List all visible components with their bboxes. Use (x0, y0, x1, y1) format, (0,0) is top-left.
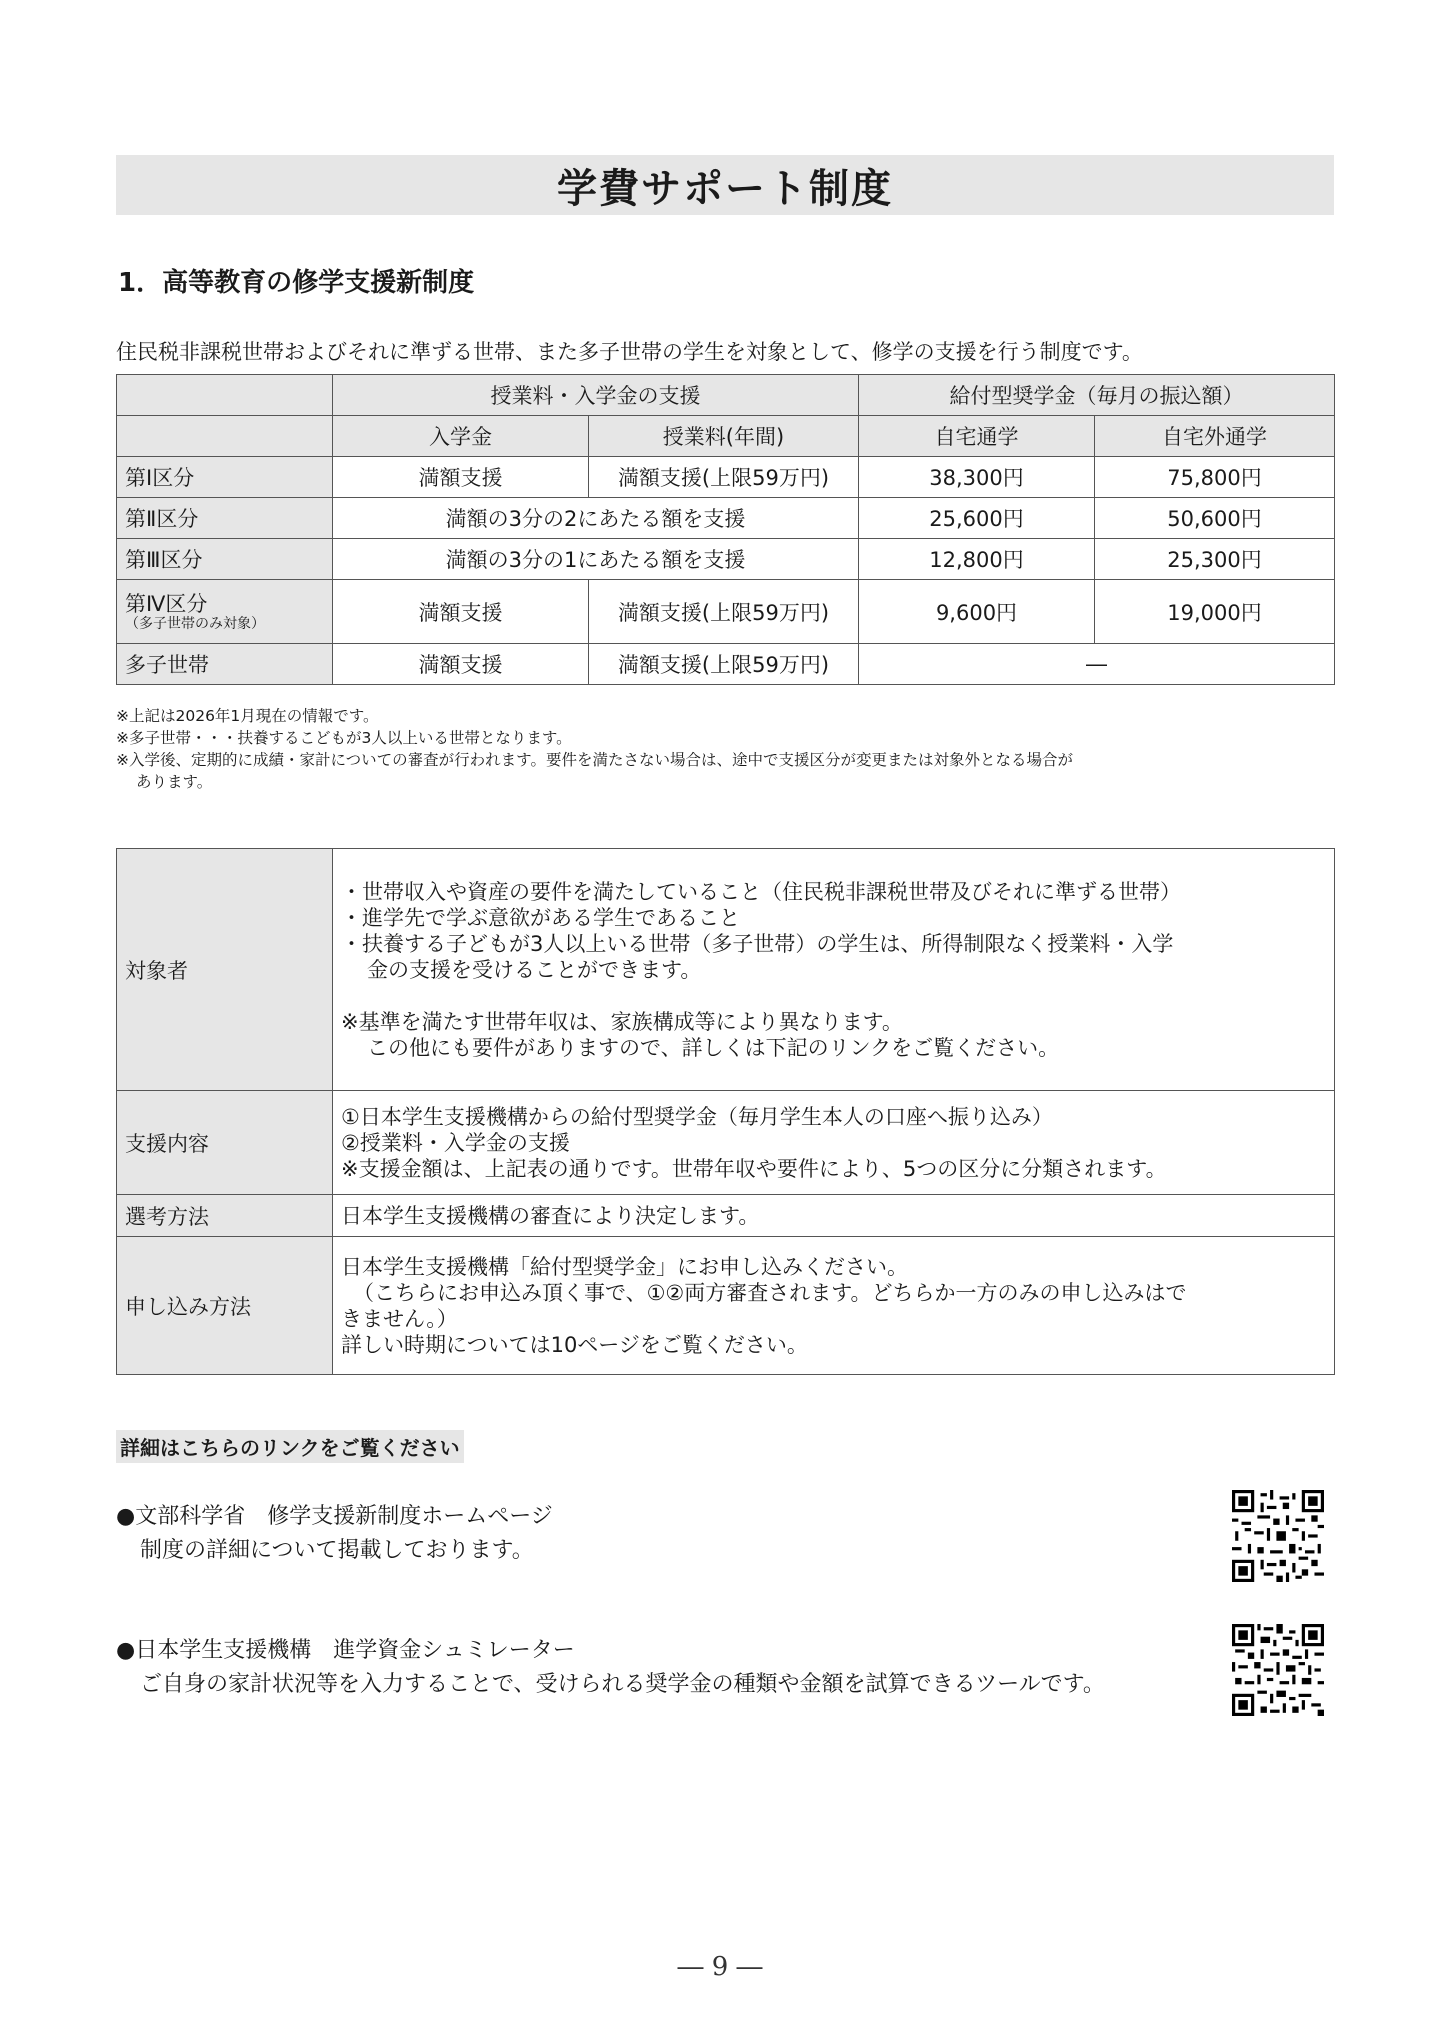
row-label: 第Ⅲ区分 (117, 539, 333, 580)
header-tuition-entrance: 授業料・入学金の支援 (333, 375, 859, 416)
detail-line: 日本学生支援機構の審査により決定します。 (341, 1203, 760, 1228)
link-title[interactable]: ●日本学生支援機構 進学資金シュミレーター (116, 1638, 575, 1663)
header-entrance-fee: 入学金 (333, 416, 589, 457)
section-heading: 1．高等教育の修学支援新制度 (118, 268, 475, 298)
combined-support-cell: 満額の3分の2にあたる額を支援 (333, 498, 859, 539)
link-item-jasso[interactable] (116, 1634, 1105, 1702)
qr-code-icon[interactable] (1232, 1624, 1324, 1716)
row-label: 第Ⅰ区分 (117, 457, 333, 498)
page-title: 学費サポート制度 (557, 165, 893, 212)
home-amount-cell: 25,600円 (859, 498, 1095, 539)
title-band (116, 155, 1334, 215)
detail-line: この他にも要件がありますので、詳しくは下記のリンクをご覧ください。 (367, 1035, 1060, 1060)
link-title[interactable]: ●文部科学省 修学支援新制度ホームページ (116, 1504, 553, 1529)
header-scholarship: 給付型奨学金（毎月の振込額） (859, 375, 1335, 416)
row-sublabel: （多子世帯のみ対象） (125, 615, 265, 632)
note-line: ※入学後、定期的に成績・家計についての審査が行われます。要件を満たさない場合は、途中で支援区分が変更または対象外となる場合が (116, 751, 1073, 769)
table-row (117, 580, 1335, 644)
note-line: ※多子世帯・・・扶養するこどもが3人以上いる世帯となります。 (116, 729, 572, 747)
detail-line: （こちらにお申込み頂く事で、①②両方審査されます。どちらか一方のみの申し込みはで (353, 1280, 1187, 1305)
away-amount-cell: 75,800円 (1095, 457, 1335, 498)
row-label: 第Ⅳ区分 (125, 591, 208, 616)
detail-row-eligibility (117, 849, 1335, 1091)
away-amount-cell: 19,000円 (1095, 580, 1335, 644)
detail-line: ※基準を満たす世帯年収は、家族構成等により異なります。 (341, 1009, 903, 1034)
links-heading: 詳細はこちらのリンクをご覧ください (116, 1430, 464, 1463)
home-amount-cell: 9,600円 (859, 580, 1095, 644)
spacer (341, 983, 1326, 1009)
intro-text: 住民税非課税世帯およびそれに準ずる世帯、また多子世帯の学生を対象として、修学の支援を行う制度です。 (116, 340, 1143, 364)
link-description: ご自身の家計状況等を入力することで、受けられる奨学金の種類や金額を試算できるツールです。 (140, 1672, 1105, 1697)
detail-line: ②授業料・入学金の支援 (341, 1130, 570, 1155)
detail-key: 選考方法 (117, 1195, 333, 1237)
tuition-cell: 満額支援(上限59万円) (589, 644, 859, 685)
row-label: 多子世帯 (117, 644, 333, 685)
home-amount-cell: 38,300円 (859, 457, 1095, 498)
detail-value (333, 1237, 1335, 1375)
qr-code-icon[interactable] (1232, 1490, 1324, 1582)
note-line: ※上記は2026年1月現在の情報です。 (116, 707, 379, 725)
table-row (117, 539, 1335, 580)
detail-value (333, 849, 1335, 1091)
note-line: あります。 (136, 773, 213, 791)
header-away-commute: 自宅外通学 (1095, 416, 1335, 457)
header-home-commute: 自宅通学 (859, 416, 1095, 457)
detail-value (333, 1195, 1335, 1237)
link-description: 制度の詳細について掲載しております。 (140, 1538, 534, 1563)
link-item-mext[interactable] (116, 1500, 553, 1568)
entrance-cell: 満額支援 (333, 457, 589, 498)
header-annual-tuition: 授業料(年間) (589, 416, 859, 457)
notes (116, 705, 1073, 793)
fee-table-sub-header-row (117, 416, 1335, 457)
row-label: 第Ⅱ区分 (117, 498, 333, 539)
fee-table-group-header-row (117, 375, 1335, 416)
row-label-cell (117, 580, 333, 644)
table-row (117, 644, 1335, 685)
detail-line: ①日本学生支援機構からの給付型奨学金（毎月学生本人の口座へ振り込み） (341, 1104, 1053, 1129)
header-blank-cell (117, 416, 333, 457)
entrance-cell: 満額支援 (333, 644, 589, 685)
home-amount-cell: 12,800円 (859, 539, 1095, 580)
detail-row-selection (117, 1195, 1335, 1237)
detail-line: ※支援金額は、上記表の通りです。世帯年収や要件により、5つの区分に分類されます。 (341, 1156, 1167, 1181)
detail-row-support (117, 1091, 1335, 1195)
page-number: ― 9 ― (677, 1952, 763, 1982)
detail-key: 申し込み方法 (117, 1237, 333, 1375)
detail-row-application (117, 1237, 1335, 1375)
detail-key: 支援内容 (117, 1091, 333, 1195)
detail-line: 日本学生支援機構「給付型奨学金」にお申し込みください。 (341, 1254, 908, 1279)
table-row (117, 498, 1335, 539)
table-row (117, 457, 1335, 498)
fee-table (116, 374, 1335, 685)
detail-value (333, 1091, 1335, 1195)
detail-line: ・世帯収入や資産の要件を満たしていること（住民税非課税世帯及びそれに準ずる世帯） (341, 879, 1181, 904)
detail-line: 詳しい時期については10ページをご覧ください。 (341, 1332, 808, 1357)
tuition-cell: 満額支援(上限59万円) (589, 580, 859, 644)
detail-line: ・扶養する子どもが3人以上いる世帯（多子世帯）の学生は、所得制限なく授業料・入学 (341, 931, 1174, 956)
header-blank-cell (117, 375, 333, 416)
detail-line: きません。） (341, 1306, 458, 1331)
combined-support-cell: 満額の3分の1にあたる額を支援 (333, 539, 859, 580)
away-amount-cell: 50,600円 (1095, 498, 1335, 539)
away-amount-cell: 25,300円 (1095, 539, 1335, 580)
detail-key: 対象者 (117, 849, 333, 1091)
tuition-cell: 満額支援(上限59万円) (589, 457, 859, 498)
scholarship-cell: ― (859, 644, 1335, 685)
detail-line: ・進学先で学ぶ意欲がある学生であること (341, 905, 740, 930)
entrance-cell: 満額支援 (333, 580, 589, 644)
detail-table (116, 848, 1335, 1375)
detail-line: 金の支援を受けることができます。 (367, 957, 702, 982)
